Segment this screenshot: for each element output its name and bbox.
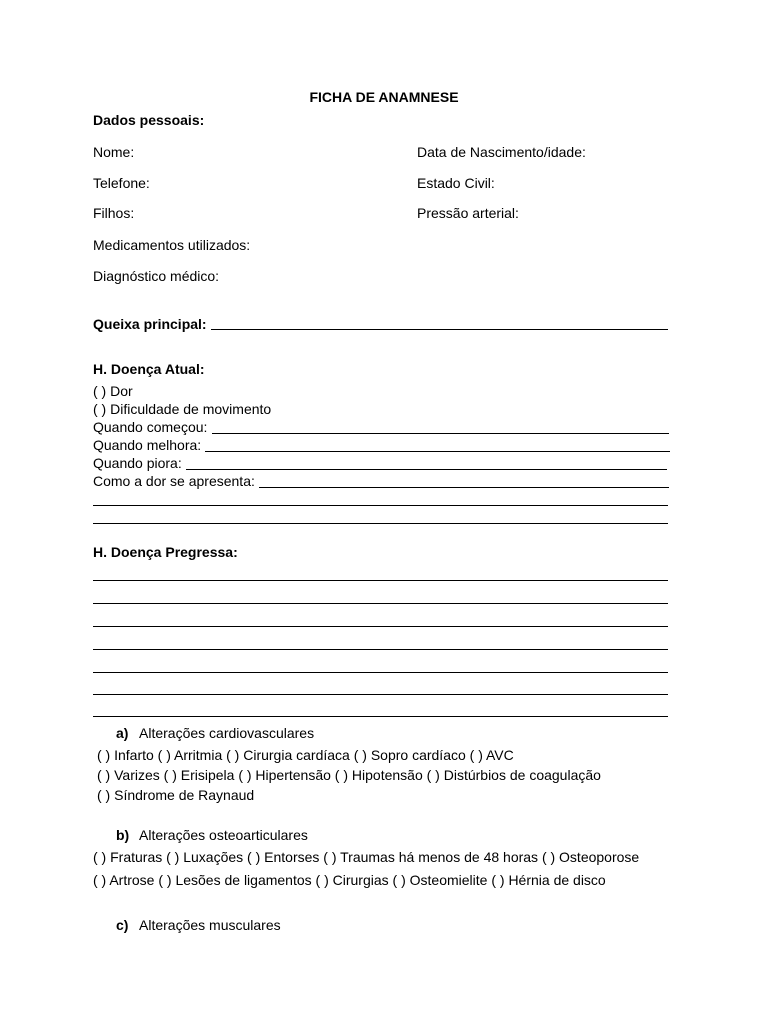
option-dor[interactable]: ( ) Dor bbox=[93, 383, 133, 399]
item-b-marker: b) bbox=[116, 827, 130, 843]
hda-extra-line[interactable] bbox=[93, 505, 668, 506]
dor-apresenta-line[interactable] bbox=[259, 487, 669, 488]
diagnostico-label: Diagnóstico médico: bbox=[93, 268, 220, 284]
item-c-title: Alterações musculares bbox=[139, 917, 281, 933]
hdp-line[interactable] bbox=[93, 649, 668, 650]
form-title: FICHA DE ANAMNESE bbox=[309, 89, 459, 105]
telefone-label: Telefone: bbox=[93, 175, 150, 191]
comecou-label: Quando começou: bbox=[93, 419, 208, 435]
section-dados-pessoais: Dados pessoais: bbox=[93, 112, 205, 128]
dor-apresenta-label: Como a dor se apresenta: bbox=[93, 473, 255, 489]
cardio-options-line[interactable]: ( ) Varizes ( ) Erisipela ( ) Hipertensão ( ) Hipotensão ( ) Distúrbios de coagulação bbox=[97, 767, 601, 783]
hda-extra-line[interactable] bbox=[93, 523, 668, 524]
section-doenca-pregressa: H. Doença Pregressa: bbox=[93, 544, 238, 560]
estado-civil-label: Estado Civil: bbox=[417, 175, 495, 191]
melhora-line[interactable] bbox=[205, 451, 670, 452]
filhos-label: Filhos: bbox=[93, 205, 135, 221]
comecou-line[interactable] bbox=[212, 433, 669, 434]
cardio-options-line[interactable]: ( ) Infarto ( ) Arritmia ( ) Cirurgia cardíaca ( ) Sopro cardíaco ( ) AVC bbox=[97, 747, 514, 763]
queixa-line[interactable] bbox=[211, 329, 668, 330]
hdp-line[interactable] bbox=[93, 672, 668, 673]
queixa-label: Queixa principal: bbox=[93, 316, 207, 332]
melhora-label: Quando melhora: bbox=[93, 437, 202, 453]
piora-label: Quando piora: bbox=[93, 455, 182, 471]
item-a-marker: a) bbox=[116, 725, 129, 741]
osteo-options-line[interactable]: ( ) Artrose ( ) Lesões de ligamentos ( ) Cirurgias ( ) Osteomielite ( ) Hérnia de disco bbox=[93, 872, 606, 888]
hdp-line[interactable] bbox=[93, 694, 668, 695]
osteo-options-line[interactable]: ( ) Fraturas ( ) Luxações ( ) Entorses ( ) Traumas há menos de 48 horas ( ) Osteoporose bbox=[93, 849, 640, 865]
pressao-label: Pressão arterial: bbox=[417, 205, 519, 221]
hdp-line[interactable] bbox=[93, 603, 668, 604]
item-b-title: Alterações osteoarticulares bbox=[139, 827, 308, 843]
medicamentos-label: Medicamentos utilizados: bbox=[93, 237, 251, 253]
section-doenca-atual: H. Doença Atual: bbox=[93, 361, 205, 377]
piora-line[interactable] bbox=[186, 469, 667, 470]
option-dificuldade-movimento[interactable]: ( ) Dificuldade de movimento bbox=[93, 401, 272, 417]
item-c-marker: c) bbox=[116, 917, 129, 933]
hdp-line[interactable] bbox=[93, 580, 668, 581]
hdp-line[interactable] bbox=[93, 716, 668, 717]
nome-label: Nome: bbox=[93, 144, 135, 160]
cardio-options-line[interactable]: ( ) Síndrome de Raynaud bbox=[97, 787, 255, 803]
hdp-line[interactable] bbox=[93, 626, 668, 627]
nascimento-label: Data de Nascimento/idade: bbox=[417, 144, 586, 160]
item-a-title: Alterações cardiovasculares bbox=[139, 725, 315, 741]
